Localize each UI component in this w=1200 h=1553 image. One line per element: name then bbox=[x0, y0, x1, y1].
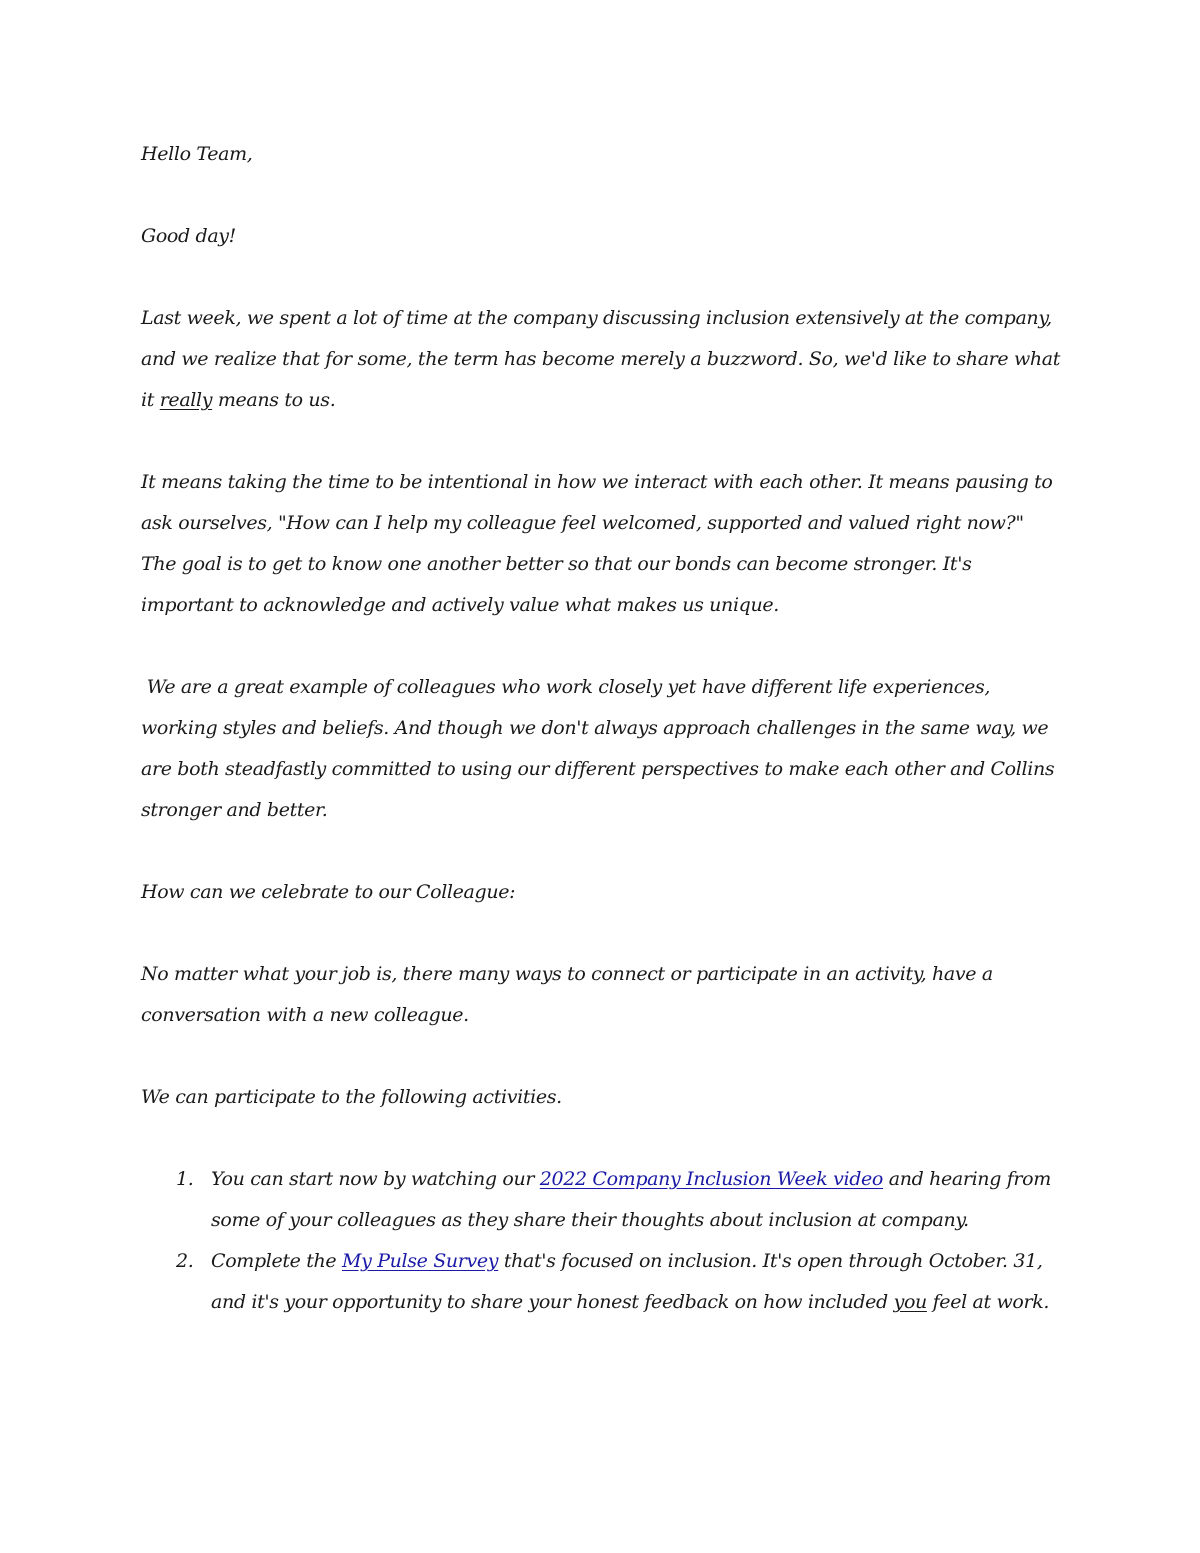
underlined-emphasis: you bbox=[893, 1291, 927, 1313]
list-item bbox=[141, 1159, 1061, 1241]
section-heading: How can we celebrate to our Colleague: bbox=[141, 881, 516, 903]
list-text: Complete the bbox=[211, 1250, 343, 1272]
opening-line: Good day! bbox=[141, 225, 236, 247]
list-text: You can start now by watching our bbox=[211, 1168, 540, 1190]
paragraph-colleagues: We are a great example of colleagues who work closely yet have different life experiences, working styles and beliefs. And though we don't always approach challenges in the same way, we are both steadfastly committed to using our different perspectives to make each other and Collins stronger and better. bbox=[141, 676, 1060, 821]
list-intro: We can participate to the following activities. bbox=[141, 1086, 562, 1108]
list-number: 2. bbox=[176, 1250, 194, 1272]
greeting: Hello Team, bbox=[141, 143, 253, 165]
list-text: that's focused on inclusion. It's open through October. 31, and it's your opportunity to share your honest feedback on how included bbox=[211, 1250, 1043, 1313]
letter-body bbox=[141, 134, 1061, 1323]
paragraph-text: means to us. bbox=[212, 389, 336, 411]
list-number: 1. bbox=[176, 1168, 194, 1190]
paragraph-inclusion-meaning bbox=[141, 298, 1061, 421]
activities-list bbox=[141, 1159, 1061, 1323]
list-text: feel at work. bbox=[926, 1291, 1050, 1313]
list-text: and hearing from some of your colleagues as they share their thoughts about inclusion at company. bbox=[211, 1168, 1051, 1231]
paragraph-intentional: It means taking the time to be intentional in how we interact with each other. It means pausing to ask ourselves, "How can I help my colleague feel welcomed, supported and valued right now?" The goal is to get to know one another better so that our bonds can become stronger. It's important to acknowledge and actively value what makes us unique. bbox=[141, 471, 1053, 616]
list-item bbox=[141, 1241, 1061, 1323]
inclusion-week-video-link[interactable]: 2022 Company Inclusion Week video bbox=[539, 1168, 884, 1190]
paragraph-text: Last week, we spent a lot of time at the company discussing inclusion extensively at the company, and we realize that for some, the term has become merely a buzzword. So, we'd like to share what it bbox=[141, 307, 1061, 411]
pulse-survey-link[interactable]: My Pulse Survey bbox=[342, 1250, 499, 1272]
underlined-emphasis: really bbox=[159, 389, 213, 411]
paragraph-connect: No matter what your job is, there many ways to connect or participate in an activity, have a conversation with a new colleague. bbox=[141, 963, 993, 1026]
